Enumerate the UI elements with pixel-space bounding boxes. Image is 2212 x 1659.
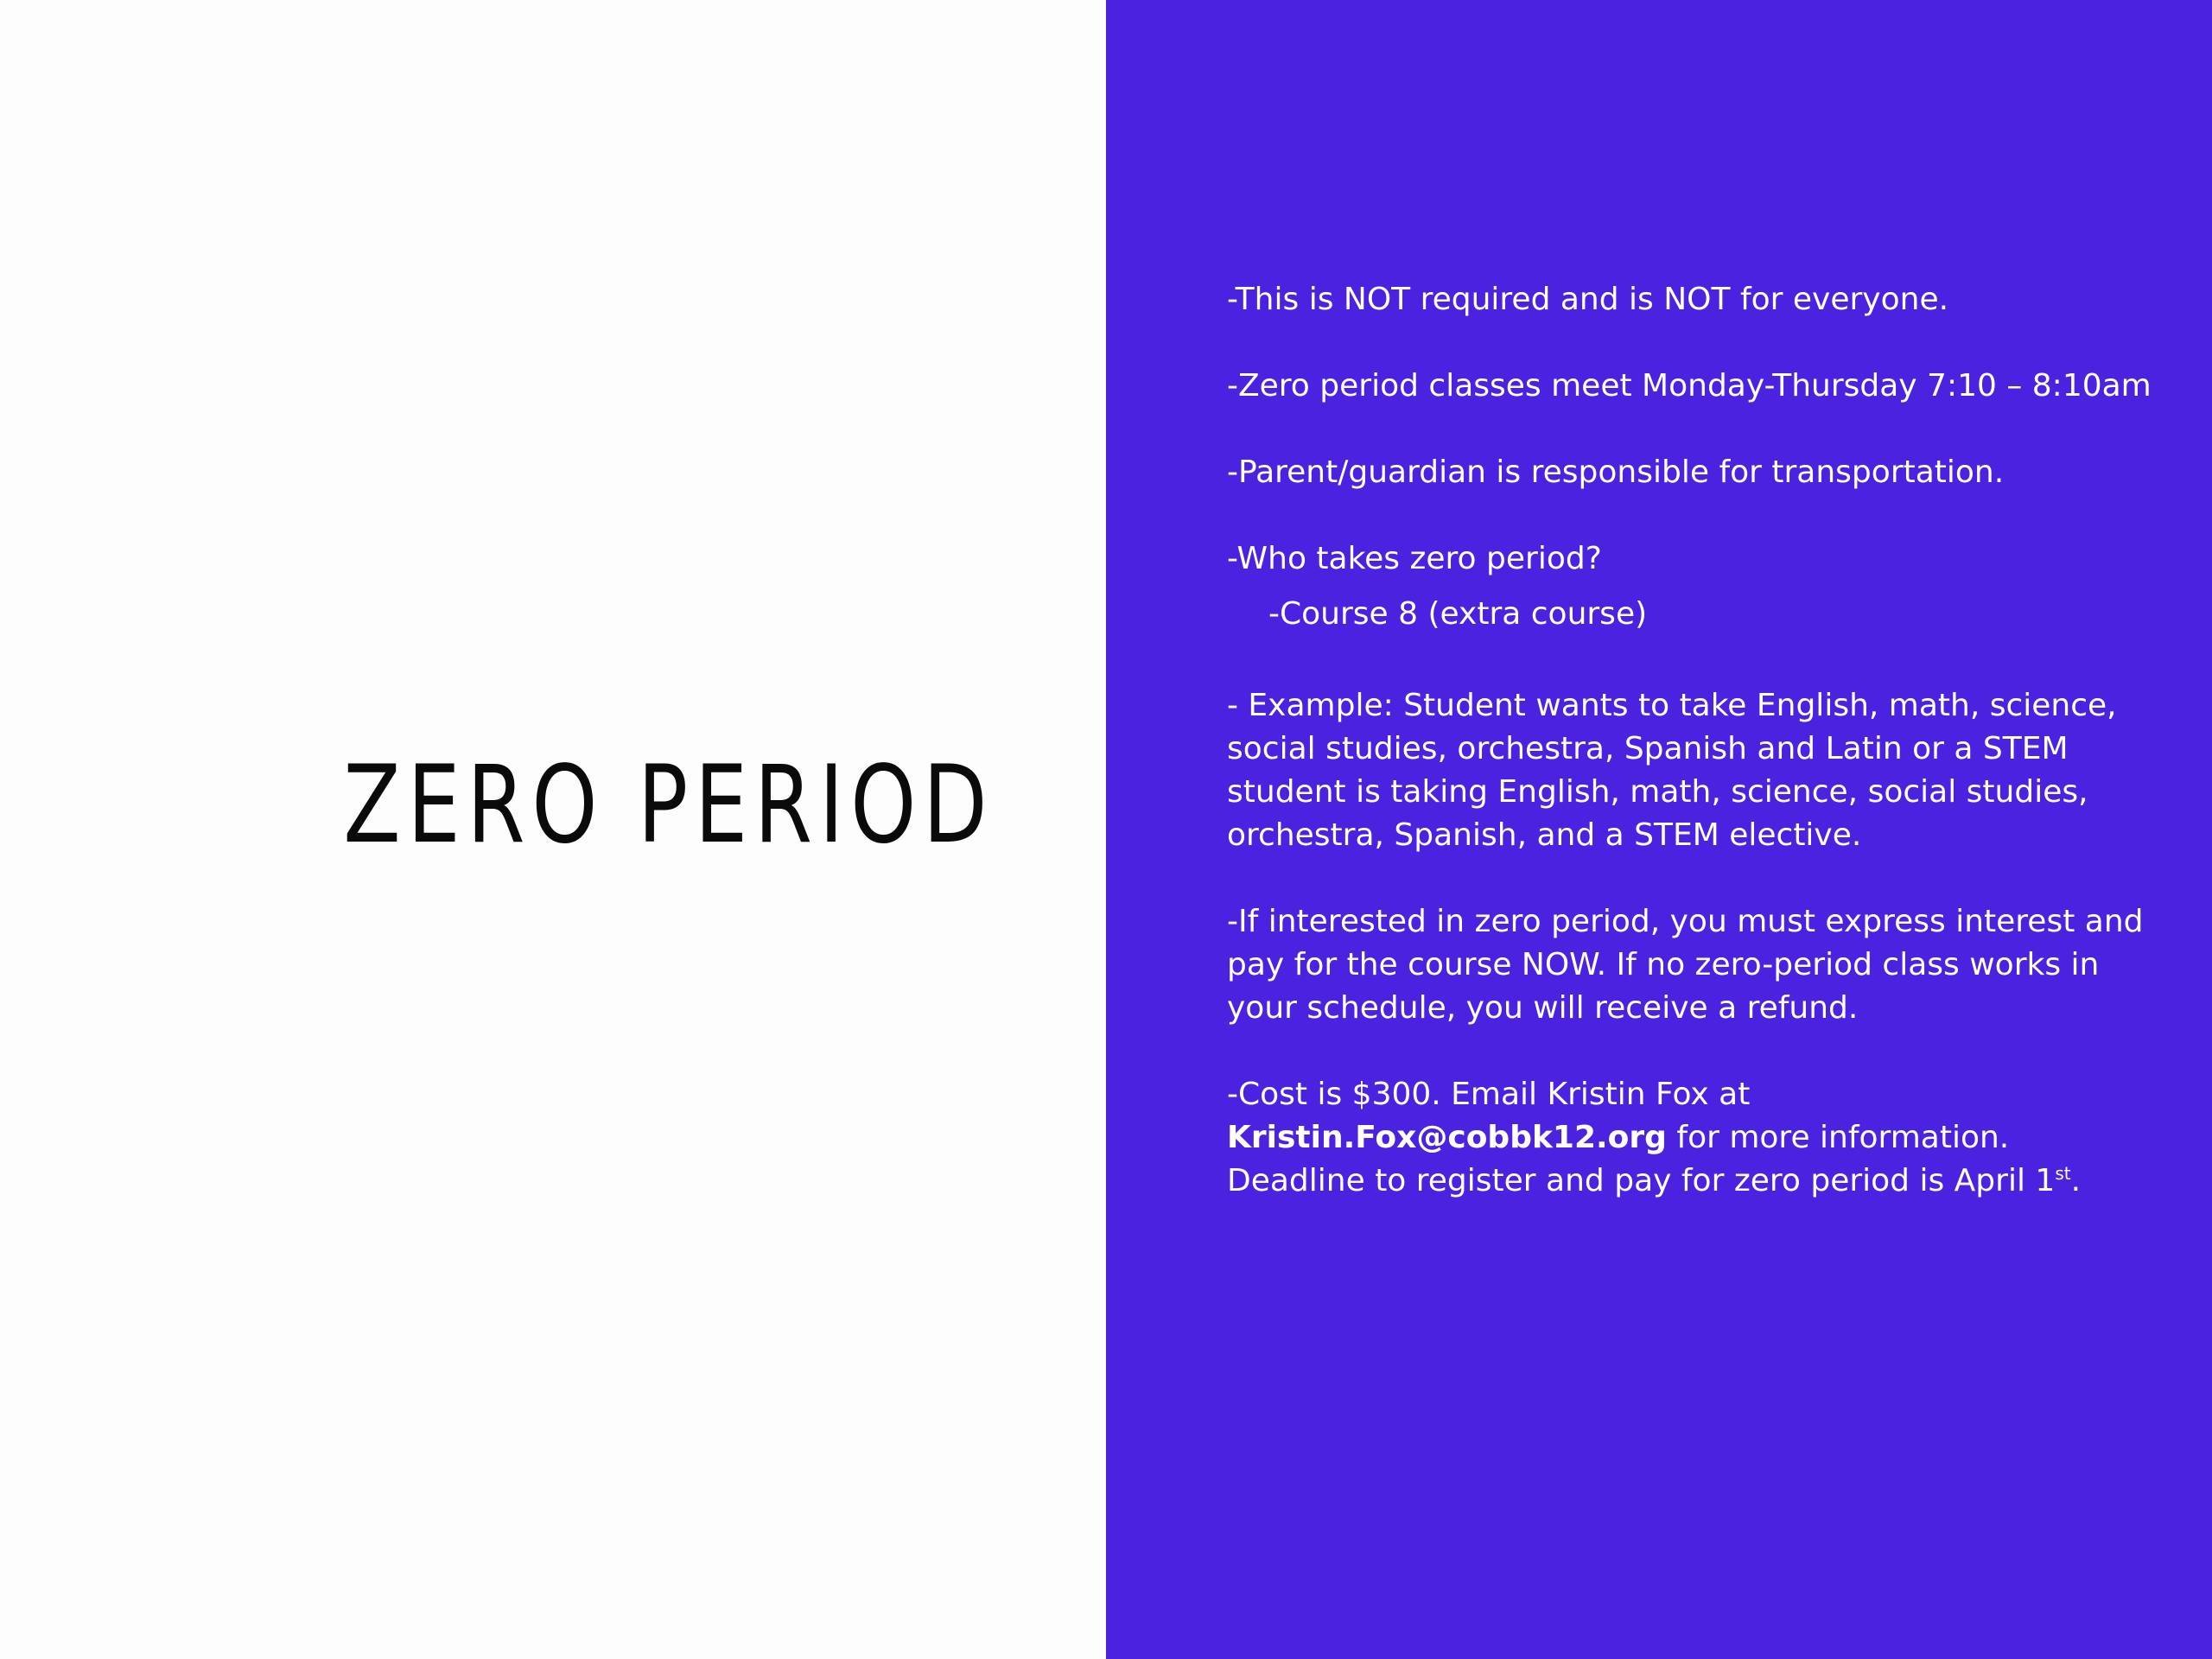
bullet-transportation: -Parent/guardian is responsible for transportation. (1227, 454, 2005, 490)
bullet-cost (1227, 1073, 2152, 1203)
bullet-example: - Example: Student wants to take English, math, science, social studies, orchestra, Spanish and Latin or a STEM student is taking English, math, science, social studies, orchestra, Spanish, and a STEM elective. (1227, 688, 2117, 853)
cost-intro: -Cost is $300. Email Kristin Fox at (1227, 1077, 1751, 1112)
slide-title: ZERO PERIOD (342, 743, 994, 868)
bullet-who-takes: -Who takes zero period? (1227, 541, 1602, 576)
bullet-not-required: -This is NOT required and is NOT for everyone. (1227, 282, 1949, 317)
ordinal-suffix: st (2055, 1163, 2071, 1184)
body-text (1227, 278, 2152, 1246)
cost-outro: for more information. Deadline to register and pay for zero period is April 1 (1227, 1120, 2056, 1198)
bullet-interest: -If interested in zero period, you must express interest and pay for the course NOW. If no zero-period class works in your schedule, you will receive a refund. (1227, 904, 2144, 1026)
right-panel (1106, 0, 2212, 1659)
bullet-course-8: -Course 8 (extra course) (1268, 596, 1648, 632)
end-punctuation: . (2070, 1163, 2082, 1198)
bullet-meeting-times: -Zero period classes meet Monday-Thursday 7:10 – 8:10am (1227, 368, 2152, 404)
contact-email: Kristin.Fox@cobbk12.org (1227, 1120, 1667, 1155)
